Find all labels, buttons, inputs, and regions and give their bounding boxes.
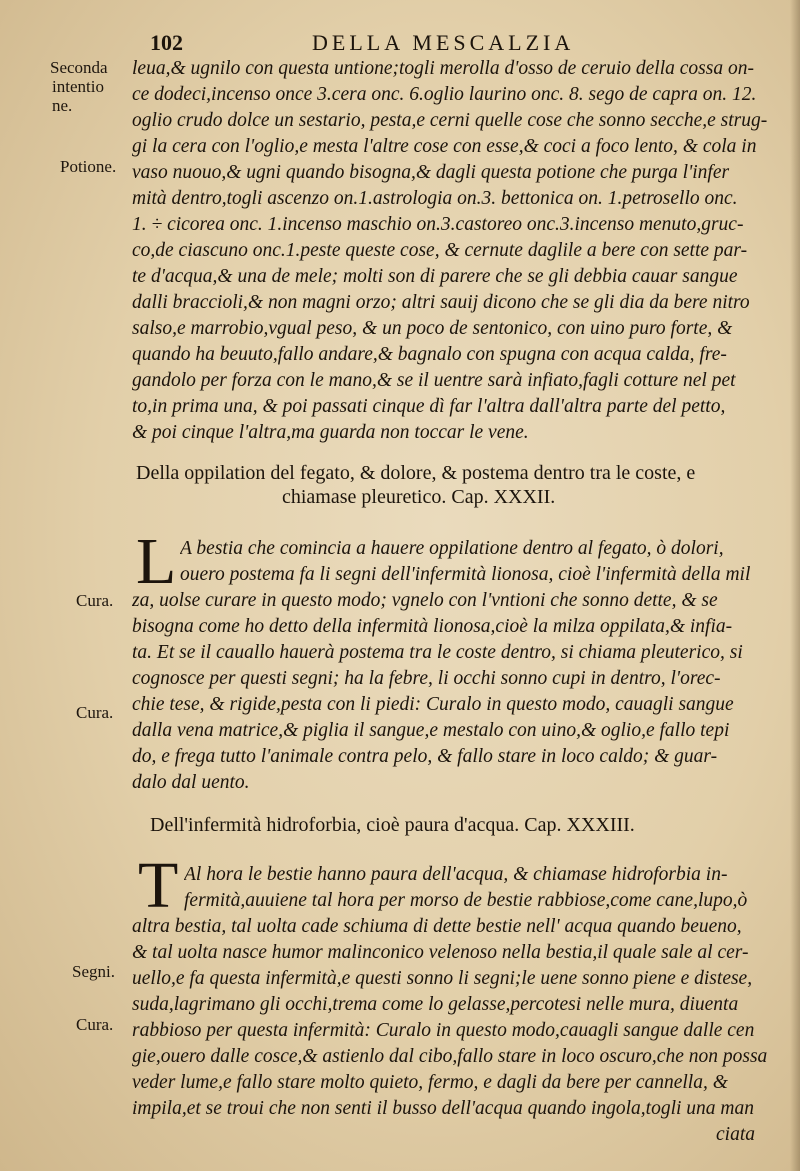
text-line: ouero postema fa li segni dell'infermità lionosa, cioè l'infermità della mil bbox=[180, 564, 751, 585]
text-line: mità dentro,togli ascenzo on.1.astrologia on.3. bettonica on. 1.petrosello onc. bbox=[132, 188, 738, 209]
text-line: vaso nuouo,& ugni quando bisogna,& dagli questa potione che purga l'infer bbox=[132, 162, 730, 183]
catchword: ciata bbox=[716, 1124, 755, 1145]
text-line: veder lume,e fallo stare molto quieto, fermo, e dagli da bere per cannella, & bbox=[132, 1072, 728, 1093]
margin-note-cura-3: Cura. bbox=[76, 1015, 114, 1034]
chapter-32-heading-line-2: chiamase pleuretico. Cap. XXXII. bbox=[282, 486, 556, 508]
text-line: oglio crudo dolce un sestario, pesta,e cerni quelle cose che sonno secche,e strug- bbox=[132, 110, 768, 131]
text-line: impila,et se troui che non senti il busso dell'acqua quando ingola,togli una man bbox=[132, 1098, 754, 1119]
text-line: uello,e fa questa infermità,e questi sonno li segni;le uene sonno piene e distese, bbox=[132, 968, 753, 989]
text-line: & poi cinque l'altra,ma guarda non toccar le vene. bbox=[132, 422, 529, 443]
text-line: dalla vena matrice,& piglia il sangue,e mestalo con uino,& oglio,e fallo tepi bbox=[132, 720, 730, 741]
page-number: 102 bbox=[150, 30, 183, 55]
margin-note-intentio: intentio bbox=[52, 77, 104, 96]
text-line: A bestia che comincia a hauere oppilatione dentro al fegato, ò dolori, bbox=[180, 538, 724, 559]
text-line: salso,e marrobio,vgual peso, & un poco de sentonico, con uino puro forte, & bbox=[132, 318, 733, 339]
text-line: gandolo per forza con le mano,& se il uentre sarà infiato,fagli cotture nel pet bbox=[132, 370, 736, 391]
drop-cap-t: T bbox=[138, 849, 179, 922]
text-line: altra bestia, tal uolta cade schiuma di dette bestie nell' acqua quando beueno, bbox=[132, 916, 742, 937]
text-line: do, e frega tutto l'animale contra pelo, & fallo stare in loco caldo; & guar- bbox=[132, 746, 718, 767]
chapter-32-heading-line-1: Della oppilation del fegato, & dolore, & postema dentro tra le coste, e bbox=[136, 462, 696, 484]
text-line: dalli braccioli,& non magni orzo; altri sauij dicono che se gli dia da bere nitro bbox=[132, 292, 750, 313]
text-line: to,in prima una, & poi passati cinque dì far l'altra dall'altra parte del petto, bbox=[132, 396, 726, 417]
text-line: dalo dal uento. bbox=[132, 772, 250, 793]
chapter-33-heading: Dell'infermità hidroforbia, cioè paura d'acqua. Cap. XXXIII. bbox=[150, 814, 635, 836]
text-line: Al hora le bestie hanno paura dell'acqua, & chiamase hidroforbia in- bbox=[184, 864, 728, 885]
text-line: 1. ÷ cicorea onc. 1.incenso maschio on.3.castoreo onc.3.incenso menuto,gruc- bbox=[132, 214, 744, 235]
text-line: quando ha beuuto,fallo andare,& bagnalo con spugna con acqua calda, fre- bbox=[132, 344, 727, 365]
drop-cap-l: L bbox=[136, 525, 177, 598]
text-line: ta. Et se il cauallo hauerà postema tra le coste dentro, si chiama pleuterico, si bbox=[132, 642, 743, 663]
text-line: gie,ouero dalle cosce,& astienlo dal cibo,fallo stare in loco oscuro,che non possa bbox=[132, 1046, 768, 1067]
text-line: ce dodeci,incenso once 3.cera onc. 6.oglio laurino onc. 8. sego de capra on. 12. bbox=[132, 84, 757, 105]
margin-note-cura-1: Cura. bbox=[76, 591, 114, 610]
text-line: co,de ciascuno onc.1.peste queste cose, & cernute daglile a bere con sette par- bbox=[132, 240, 748, 261]
page-edge-shadow bbox=[790, 0, 800, 1171]
running-title: DELLA MESCALZIA bbox=[312, 30, 575, 55]
text-line: gi la cera con l'oglio,e mesta l'altre cose con esse,& coci a foco lento, & cola in bbox=[132, 136, 757, 157]
text-line: te d'acqua,& una de mele; molti son di parere che se gli debbia cauar sangue bbox=[132, 266, 738, 287]
text-line: rabbioso per questa infermità: Curalo in questo modo,cauagli sangue dalle cen bbox=[132, 1020, 755, 1041]
text-line: & tal uolta nasce humor malinconico velenoso nella bestia,il quale sale al cer- bbox=[132, 942, 749, 963]
margin-note-potione: Potione. bbox=[60, 157, 117, 176]
text-line: fermità,auuiene tal hora per morso de bestie rabbiose,come cane,lupo,ò bbox=[184, 890, 748, 911]
text-line: chie tese, & rigide,pesta con li piedi: Curalo in questo modo, cauagli sangue bbox=[132, 694, 734, 715]
text-line: bisogna come ho detto della infermità lionosa,cioè la milza oppilata,& infia- bbox=[132, 616, 733, 637]
text-line: za, uolse curare in questo modo; vgnelo con l'vntioni che sonno dette, & se bbox=[132, 590, 718, 611]
text-line: leua,& ugnilo con questa untione;togli merolla d'osso de ceruio della cossa on- bbox=[132, 58, 754, 79]
text-line: suda,lagrimano gli occhi,trema come lo gelasse,percotesi nelle mura, diuenta bbox=[132, 994, 739, 1015]
margin-note-ne: ne. bbox=[52, 96, 73, 115]
margin-note-segni: Segni. bbox=[72, 962, 115, 981]
margin-note-seconda: Seconda bbox=[50, 58, 108, 77]
text-line: cognosce per questi segni; ha la febre, li occhi sonno cupi in dentro, l'orec- bbox=[132, 668, 721, 689]
page-header bbox=[150, 30, 750, 58]
margin-note-cura-2: Cura. bbox=[76, 703, 114, 722]
